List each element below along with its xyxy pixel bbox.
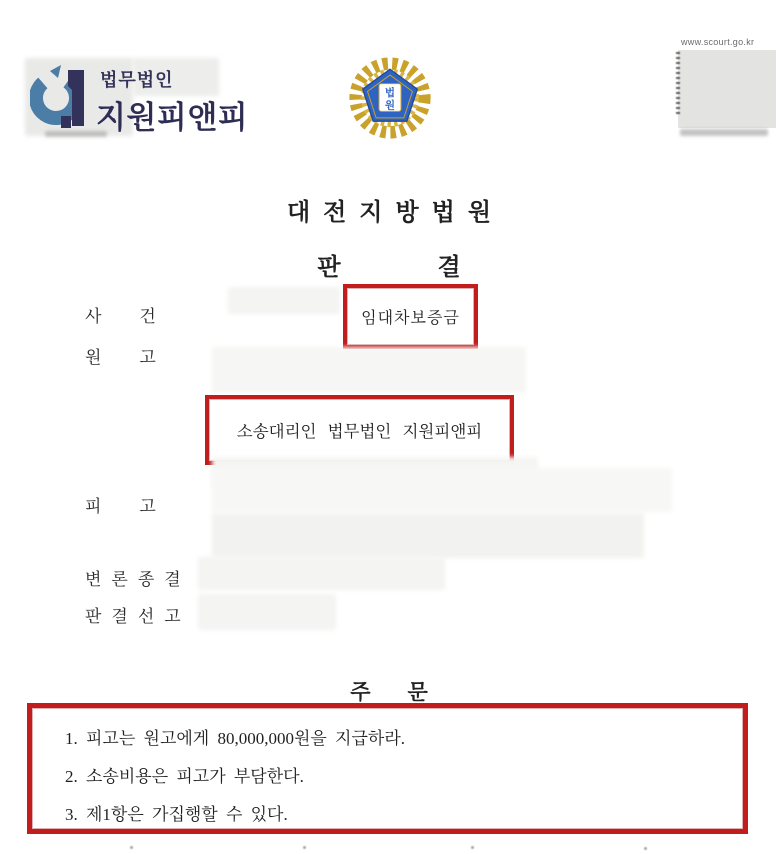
- plaintiff-label: 원고: [85, 348, 194, 367]
- order-heading-left: 주: [350, 680, 371, 704]
- scan-artifact-dot: [130, 846, 133, 849]
- order-heading-right: 문: [407, 680, 428, 704]
- hearing-close-label: 변론종결: [85, 570, 191, 589]
- court-emblem-icon: [347, 52, 433, 144]
- sentencing-label: 판결선고: [85, 607, 191, 626]
- redacted-stamp-caption: [680, 129, 768, 136]
- firm-name-label: 지원피앤피: [96, 100, 249, 135]
- court-name: 대전지방법원: [286, 200, 505, 226]
- redacted-defendant-name: [212, 468, 672, 512]
- attorney-line: 소송대리인 법무법인 지원피앤피: [236, 422, 483, 441]
- scan-artifact-dot: [303, 846, 306, 849]
- redacted-case-number: [228, 287, 340, 314]
- emblem-text-bottom: 원: [384, 99, 396, 112]
- defendant-label: 피고: [85, 497, 194, 516]
- redacted-sentencing-date: [198, 594, 336, 630]
- judgment-heading: [0, 247, 778, 282]
- redacted-plaintiff-name: [212, 347, 526, 393]
- redacted-hearing-date: [198, 557, 445, 590]
- judgment-heading-left: 판: [317, 255, 341, 281]
- order-item-1: 1. 피고는 원고에게 80,000,000원을 지급하라.: [65, 729, 405, 748]
- redacted-stamp-ticks: [676, 52, 680, 116]
- redacted-stamp-block: [678, 50, 776, 128]
- judgment-heading-right: 결: [437, 255, 461, 281]
- law-firm-logo-icon: [30, 62, 92, 130]
- case-label: 사건: [85, 307, 194, 326]
- firm-type-label: 법무법인: [100, 70, 174, 90]
- court-name-row: [0, 192, 778, 227]
- scan-artifact-dot: [644, 847, 647, 850]
- court-website-url: www.scourt.go.kr: [681, 37, 755, 47]
- redacted-defendant-address: [212, 513, 644, 558]
- order-heading: [0, 676, 778, 706]
- case-value-highlight-box: [343, 284, 478, 349]
- case-value: 임대차보증금: [361, 310, 460, 327]
- order-item-2: 2. 소송비용은 피고가 부담한다.: [65, 767, 304, 786]
- attorney-highlight-box: [205, 395, 514, 465]
- emblem-text-top: 법: [384, 87, 396, 100]
- scan-artifact-dot: [471, 846, 474, 849]
- order-highlight-box: [27, 703, 748, 834]
- order-item-3: 3. 제1항은 가집행할 수 있다.: [65, 805, 288, 824]
